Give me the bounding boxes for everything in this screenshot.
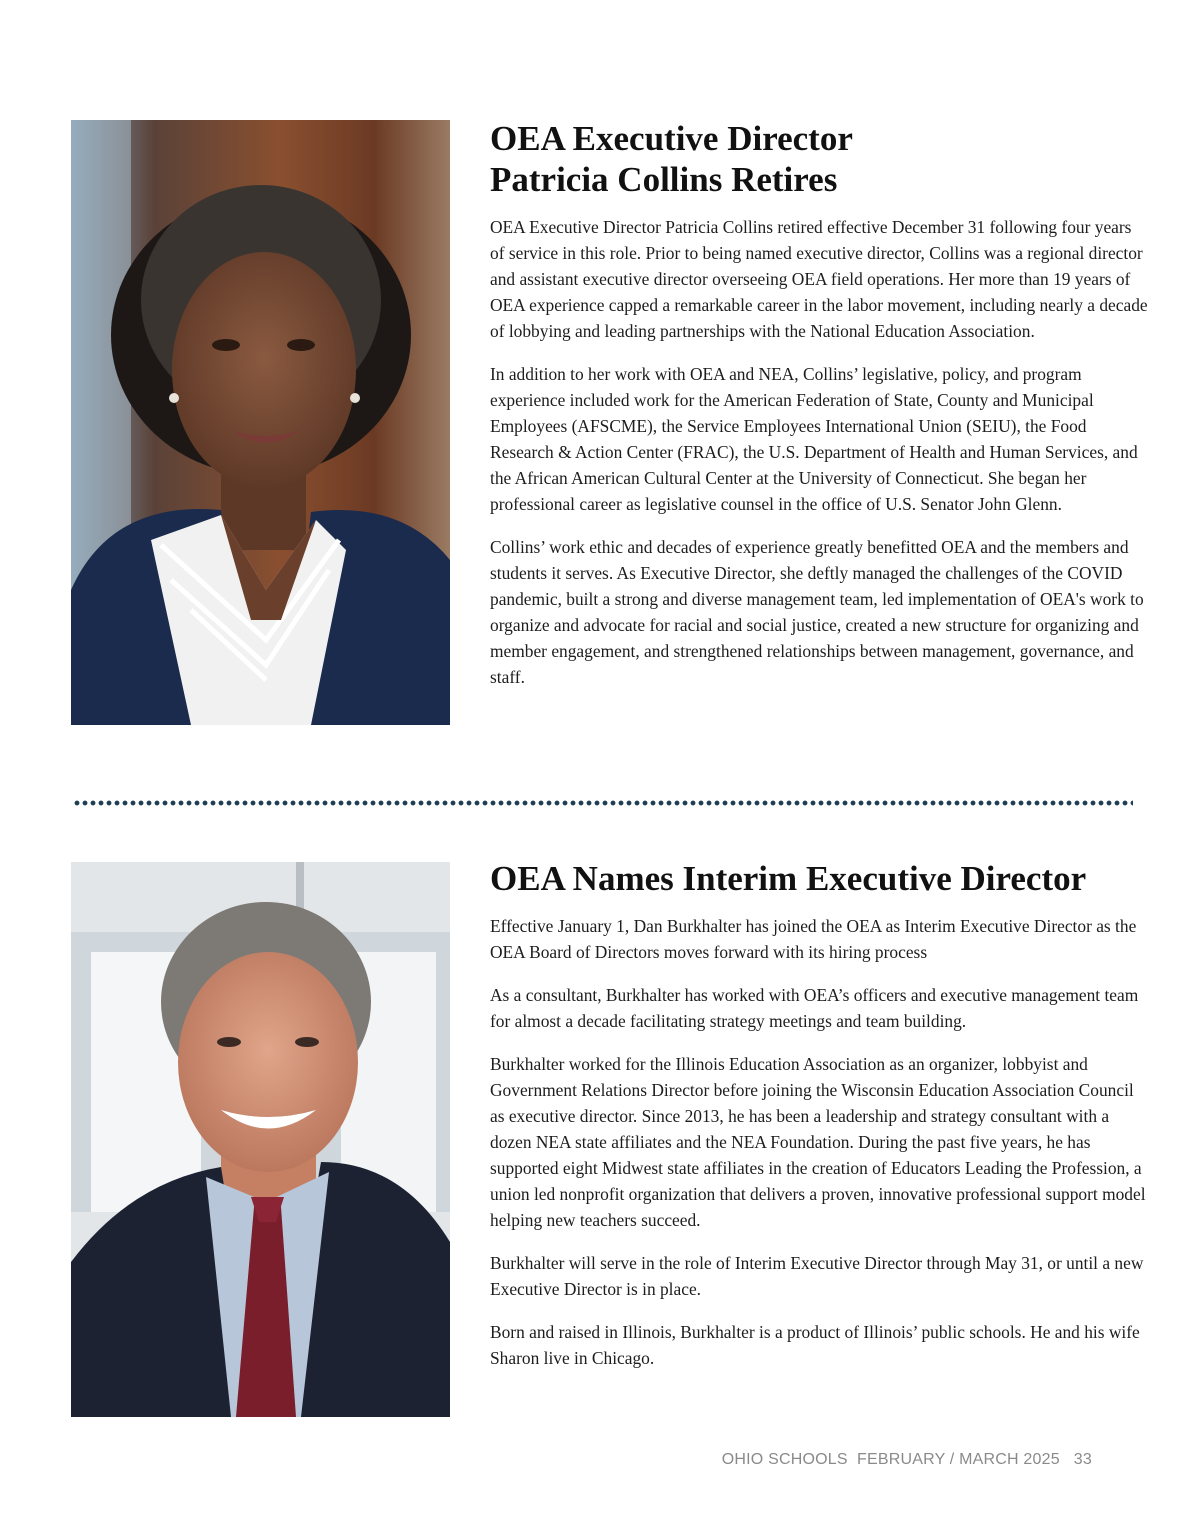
title-line: OEA Executive Director [490,119,853,158]
article-paragraph: Burkhalter will serve in the role of Interim Executive Director through May 31, or until a new Executive Director is in place. [490,1253,1144,1299]
article-paragraph: As a consultant, Burkhalter has worked with OEA’s officers and executive management team for almost a decade facilitating strategy meetings and team building. [490,985,1139,1031]
article-paragraph: Collins’ work ethic and decades of experience greatly benefitted OEA and the members and students it serves. As Executive Director, she deftly managed the challenges of the COVID pandemic, built a strong and diverse management team, led implementation of OEA's work to organize and advocate for racial and social justice, created a new structure for organizing and member engagement, and strengthened relationships between management, governance, and staff. [490,537,1144,687]
portrait-photo-patricia-collins [71,120,450,725]
article-collins-retires [490,118,1150,707]
article-paragraph: Born and raised in Illinois, Burkhalter is a product of Illinois’ public schools. He and his wife Sharon live in Chicago. [490,1322,1140,1368]
publication-name: OHIO SCHOOLS FEBRUARY / MARCH 2025 [721,1451,1060,1468]
portrait-image [71,862,450,1417]
article-title [490,118,1150,200]
article-paragraph: Effective January 1, Dan Burkhalter has joined the OEA as Interim Executive Director as the OEA Board of Directors moves forward with its hiring process [490,916,1137,962]
title-line: OEA Names Interim Executive Director [490,859,1087,898]
article-interim-director [490,858,1150,1388]
article-title [490,858,1150,899]
page-number: 33 [1073,1451,1092,1468]
portrait-image [71,120,450,725]
article-paragraph: In addition to her work with OEA and NEA, Collins’ legislative, policy, and program experience included work for the American Federation of State, County and Municipal Employees (AFSCME), the Service Employees International Union (SEIU), the Food Research & Action Center (FRAC), the U.S. Department of Health and Human Services, and the African American Cultural Center at the University of Connecticut. She began her professional career as legislative counsel in the office of U.S. Senator John Glenn. [490,364,1138,514]
portrait-photo-dan-burkhalter [71,862,450,1417]
article-paragraph: OEA Executive Director Patricia Collins retired effective December 31 following four years of service in this role. Prior to being named executive director, Collins was a regional director and assistant executive director overseeing OEA field operations. Her more than 19 years of OEA experience capped a remarkable career in the labor movement, including nearly a decade of lobbying and leading partnerships with the National Education Association. [490,217,1148,341]
page-footer [600,1451,1092,1469]
title-line: Patricia Collins Retires [490,160,838,199]
dotted-divider [73,800,1133,806]
article-paragraph: Burkhalter worked for the Illinois Education Association as an organizer, lobbyist and Government Relations Director before joining the Wisconsin Education Association Council as executive director. Since 2013, he has been a leadership and strategy consultant with a dozen NEA state affiliates and the NEA Foundation. During the past five years, he has supported eight Midwest state affiliates in the creation of Educators Leading the Profession, a union led nonprofit organization that delivers a proven, innovative professional support model helping new teachers succeed. [490,1054,1146,1230]
